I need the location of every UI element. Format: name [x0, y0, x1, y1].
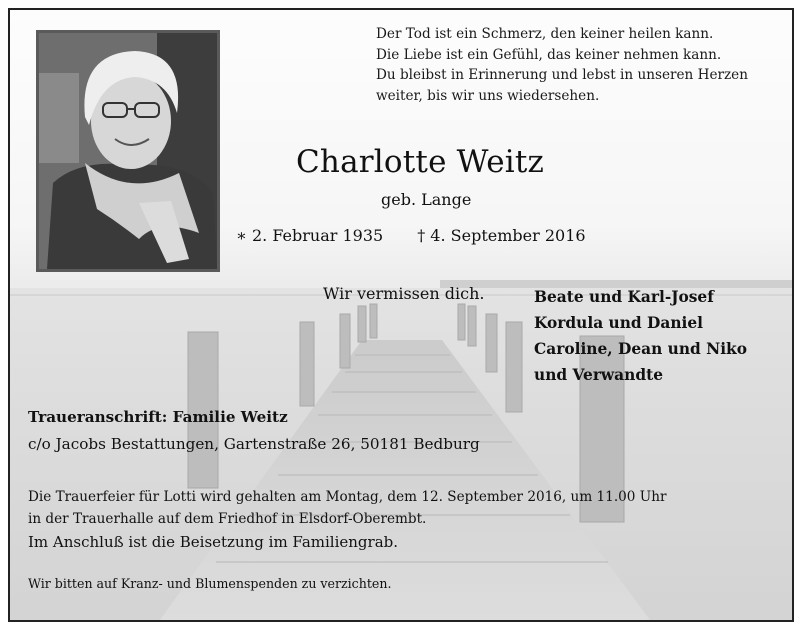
death-date: † 4. September 2016 — [417, 226, 586, 245]
flowers-note: Wir bitten auf Kranz- und Blumenspenden zu verzichten. — [28, 576, 392, 591]
farewell-message: Wir vermissen dich. — [323, 284, 485, 303]
service-line: Die Trauerfeier für Lotti wird gehalten am Montag, dem 12. September 2016, um 11.00 Uhr — [28, 489, 667, 505]
poem — [376, 24, 786, 106]
poem-line: Die Liebe ist ein Gefühl, das keiner nehmen kann. — [376, 46, 722, 63]
maiden-name: geb. Lange — [381, 190, 472, 209]
family-member: und Verwandte — [534, 366, 664, 384]
service-line: in der Trauerhalle auf dem Friedhof in Elsdorf-Oberembt. — [28, 511, 427, 527]
portrait-photo — [36, 30, 220, 272]
obituary-notice — [8, 8, 794, 622]
mourning-address: c/o Jacobs Bestattungen, Gartenstraße 26, 50181 Bedburg — [28, 435, 480, 453]
funeral-service-info — [28, 486, 666, 530]
family-member: Caroline, Dean und Niko — [534, 340, 747, 358]
family-list — [534, 284, 747, 388]
poem-line: weiter, bis wir uns wiedersehen. — [376, 87, 600, 104]
life-dates — [236, 226, 586, 245]
poem-line: Der Tod ist ein Schmerz, den keiner heilen kann. — [376, 26, 714, 42]
burial-info: Im Anschluß ist die Beisetzung im Familiengrab. — [28, 533, 399, 551]
family-member: Beate und Karl-Josef — [534, 288, 714, 306]
deceased-name: Charlotte Weitz — [296, 144, 545, 180]
birth-date: ∗ 2. Februar 1935 — [236, 226, 384, 245]
poem-line: Du bleibst in Erinnerung und lebst in unseren Herzen — [376, 67, 748, 83]
family-member: Kordula und Daniel — [534, 314, 704, 332]
mourning-address-label: Traueranschrift: Familie Weitz — [28, 408, 288, 426]
